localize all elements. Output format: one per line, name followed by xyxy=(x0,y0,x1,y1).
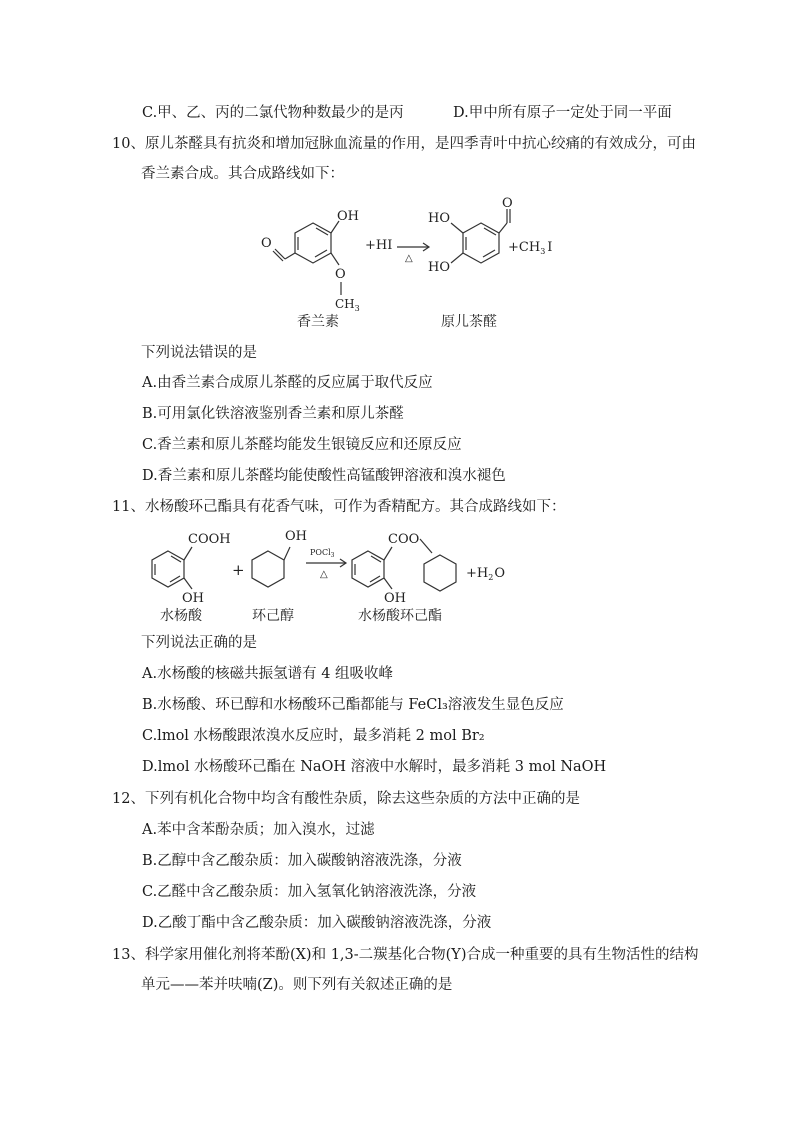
plus-sign: + xyxy=(232,561,245,579)
q11-option-b: B.水杨酸、环已醇和水杨酸环己酯都能与 FeCl₃溶液发生显色反应 xyxy=(142,697,564,713)
q12-option-c: C.乙醛中含乙酸杂质：加入氢氧化钠溶液洗涤，分液 xyxy=(142,884,477,900)
q12-option-a: A.苯中含苯酚杂质；加入溴水，过滤 xyxy=(142,822,375,838)
byproduct-water: $+H_2O$ xyxy=(466,566,505,582)
reaction-arrow-11 xyxy=(306,559,346,567)
cyclohexanol-name: 环己醇 xyxy=(252,608,294,624)
q12-stem: 12、下列有机化合物中均含有酸性杂质，除去这些杂质的方法中正确的是 xyxy=(112,791,580,807)
salicylic-oh-label: OH xyxy=(182,591,204,606)
reagent-hi: +HI xyxy=(365,238,393,253)
q10-option-b: B.可用氯化铁溶液鉴别香兰素和原儿茶醛 xyxy=(142,406,404,422)
q10-prompt: 下列说法错误的是 xyxy=(141,345,257,361)
q10-stem-line2: 香兰素合成。其合成路线如下： xyxy=(141,166,344,182)
heat-symbol-11: △ xyxy=(320,569,328,580)
q11-option-a: A.水杨酸的核磁共振氢谱有 4 组吸收峰 xyxy=(142,666,394,682)
q13-stem-line1: 13、科学家用催化剂将苯酚(X)和 1,3-二羰基化合物(Y)合成一种重要的具有生物活性的结构 xyxy=(112,947,699,963)
cooh-label: COOH xyxy=(188,532,231,547)
q11-option-c: C.lmol 水杨酸跟浓溴水反应时，最多消耗 2 mol Br₂ xyxy=(142,728,485,744)
vanillin-ch3-label: $CH_3$ xyxy=(335,297,360,313)
q10-option-d: D.香兰素和原儿茶醛均能使酸性高锰酸钾溶液和溴水褪色 xyxy=(142,468,506,484)
q11-stem: 11、水杨酸环己酯具有花香气味，可作为香精配方。其合成路线如下： xyxy=(112,499,566,515)
protocatechualdehyde-name: 原儿茶醛 xyxy=(441,314,497,330)
salicylic-acid-name: 水杨酸 xyxy=(160,608,202,624)
q10-reaction-scheme xyxy=(255,195,585,335)
ester-oh-label: OH xyxy=(384,591,406,606)
reagent-pocl3: POCl$_3$ xyxy=(310,548,335,559)
cyclohexyl-salicylate-structure xyxy=(352,532,456,606)
vanillin-methoxy-o: O xyxy=(335,267,346,282)
q11-reaction-scheme xyxy=(140,525,530,625)
reaction-arrow-10 xyxy=(397,243,429,251)
ho-top-label: HO xyxy=(428,211,450,226)
ho-bottom-label: HO xyxy=(428,260,450,275)
ester-name: 水杨酸环己酯 xyxy=(358,608,442,624)
heat-symbol-10: △ xyxy=(405,253,413,264)
q10-option-c: C.香兰素和原儿茶醛均能发生银镜反应和还原反应 xyxy=(142,437,462,453)
byproduct-ch3i: $+CH_3$ I xyxy=(508,240,553,256)
product-carbonyl-o: O xyxy=(502,196,513,211)
vanillin-oh-label: OH xyxy=(337,209,359,224)
q12-option-d: D.乙酸丁酯中含乙酸杂质：加入碳酸钠溶液洗涤，分液 xyxy=(142,915,492,931)
vanillin-name: 香兰素 xyxy=(297,314,339,330)
protocatechualdehyde-structure xyxy=(428,196,513,275)
q12-option-b: B.乙醇中含乙酸杂质：加入碳酸钠溶液洗涤，分液 xyxy=(142,853,462,869)
q9-option-d: D.甲中所有原子一定处于同一平面 xyxy=(453,105,672,121)
q10-stem-line1: 10、原儿茶醛具有抗炎和增加冠脉血流量的作用，是四季青叶中抗心绞痛的有效成分，可由 xyxy=(112,136,696,152)
cyclohexanol-structure xyxy=(252,529,307,587)
q10-option-a: A.由香兰素合成原儿茶醛的反应属于取代反应 xyxy=(142,375,433,391)
q13-stem-line2: 单元——苯并呋喃(Z)。则下列有关叙述正确的是 xyxy=(141,977,453,993)
cyclohexanol-oh-label: OH xyxy=(285,529,307,544)
q11-option-d: D.lmol 水杨酸环己酯在 NaOH 溶液中水解时，最多消耗 3 mol NaOH xyxy=(142,759,607,775)
q9-option-c: C.甲、乙、丙的二氯代物种数最少的是丙 xyxy=(142,105,404,121)
vanillin-carbonyl-o: O xyxy=(261,236,272,251)
q11-prompt: 下列说法正确的是 xyxy=(141,635,257,651)
vanillin-structure xyxy=(261,209,360,313)
salicylic-acid-structure xyxy=(152,532,231,606)
coo-label: COO xyxy=(388,532,420,547)
